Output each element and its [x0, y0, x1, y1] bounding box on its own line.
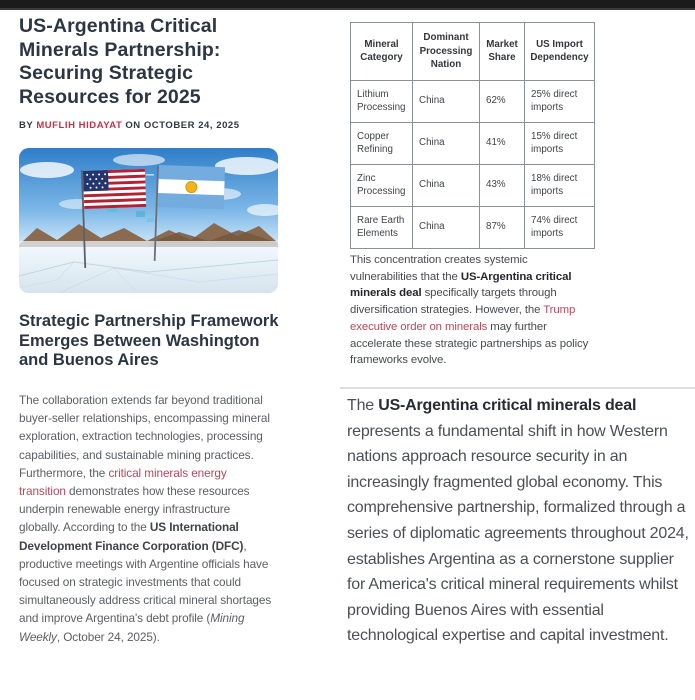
table-cell: 15% direct imports: [525, 122, 595, 164]
table-cell: Rare Earth Elements: [351, 206, 413, 248]
column-header: Market Share: [480, 23, 525, 81]
text-segment: The collaboration extends far beyond traditional buyer-seller relationships, encompassing mineral exploration, extraction technologies, processing capabilities, and sustainable mining practices. Furthermore, the: [19, 393, 270, 480]
table-caption: [350, 252, 590, 369]
text-segment: may further accelerate these strategic partnerships as policy frameworks evolve.: [350, 320, 589, 367]
hero-image-graphic: [19, 148, 278, 293]
table-cell: 43%: [480, 164, 525, 206]
table-cell: 18% direct imports: [525, 164, 595, 206]
main-summary-paragraph: [347, 393, 695, 649]
hero-image: [19, 148, 278, 293]
table-cell: 41%: [480, 122, 525, 164]
table-row: [351, 164, 595, 206]
table-row: [351, 80, 595, 122]
text-segment: US-Argentina critical minerals deal: [350, 270, 572, 300]
table-cell: China: [413, 206, 480, 248]
table-row: [351, 206, 595, 248]
top-bar: [0, 0, 695, 10]
byline-date: ON OCTOBER 24, 2025: [125, 120, 240, 131]
text-segment: demonstrates how these resources underpin renewable energy infrastructure globally. According to the: [19, 484, 250, 535]
inline-link[interactable]: Trump executive order on minerals: [350, 304, 576, 333]
table-cell: 62%: [480, 80, 525, 122]
table-cell: Lithium Processing: [351, 80, 413, 122]
column-header: Mineral Category: [351, 23, 413, 81]
text-segment: Mining Weekly: [19, 611, 245, 644]
column-header: Dominant Processing Nation: [413, 23, 480, 81]
table-cell: Zinc Processing: [351, 164, 413, 206]
table-cell: Copper Refining: [351, 122, 413, 164]
text-segment: The: [347, 397, 379, 414]
text-segment: , October 24, 2025).: [56, 629, 160, 644]
author-link[interactable]: MUFLIH HIDAYAT: [36, 120, 123, 131]
text-segment: This concentration creates systemic vulnerabilities that the: [350, 254, 528, 283]
table-cell: China: [413, 164, 480, 206]
article-body-paragraph: [19, 391, 273, 646]
table-cell: China: [413, 122, 480, 164]
page-title: US-Argentina Critical Minerals Partnership: Securing Strategic Resources for 2025: [19, 15, 221, 108]
table-cell: 25% direct imports: [525, 80, 595, 122]
text-segment: represents a fundamental shift in how Western nations approach resource security in an increasingly fragmented global economy. This comprehensive partnership, formalized through a series of diplomatic agreements throughout 2024, establishes Argentina as a cornerstone supplier for America's critical mineral requirements whilst providing Buenos Aires with essential technological expertise and capital investment.: [347, 422, 689, 645]
text-segment: US International Development Finance Corporation (DFC): [19, 520, 244, 553]
table-header-row: [351, 23, 595, 81]
text-segment: , productive meetings with Argentine officials have focused on strategic investments that could simultaneously address critical mineral shortages and improve Argentina's debt profile (: [19, 538, 272, 626]
section-divider: [340, 387, 695, 389]
byline: [19, 120, 319, 131]
table-cell: China: [413, 80, 480, 122]
table-cell: 74% direct imports: [525, 206, 595, 248]
inline-link[interactable]: critical minerals energy transition: [19, 465, 227, 499]
minerals-dependency-table: [350, 22, 595, 249]
text-segment: US-Argentina critical minerals deal: [378, 397, 637, 414]
section-heading: Strategic Partnership Framework Emerges Between Washington and Buenos Aires: [19, 312, 279, 370]
text-segment: specifically targets through diversification strategies. However, the: [350, 287, 557, 317]
column-header: US Import Dependency: [525, 23, 595, 81]
table-cell: 87%: [480, 206, 525, 248]
byline-prefix: BY: [19, 120, 34, 131]
table-row: [351, 122, 595, 164]
salt-flat: [19, 247, 278, 293]
